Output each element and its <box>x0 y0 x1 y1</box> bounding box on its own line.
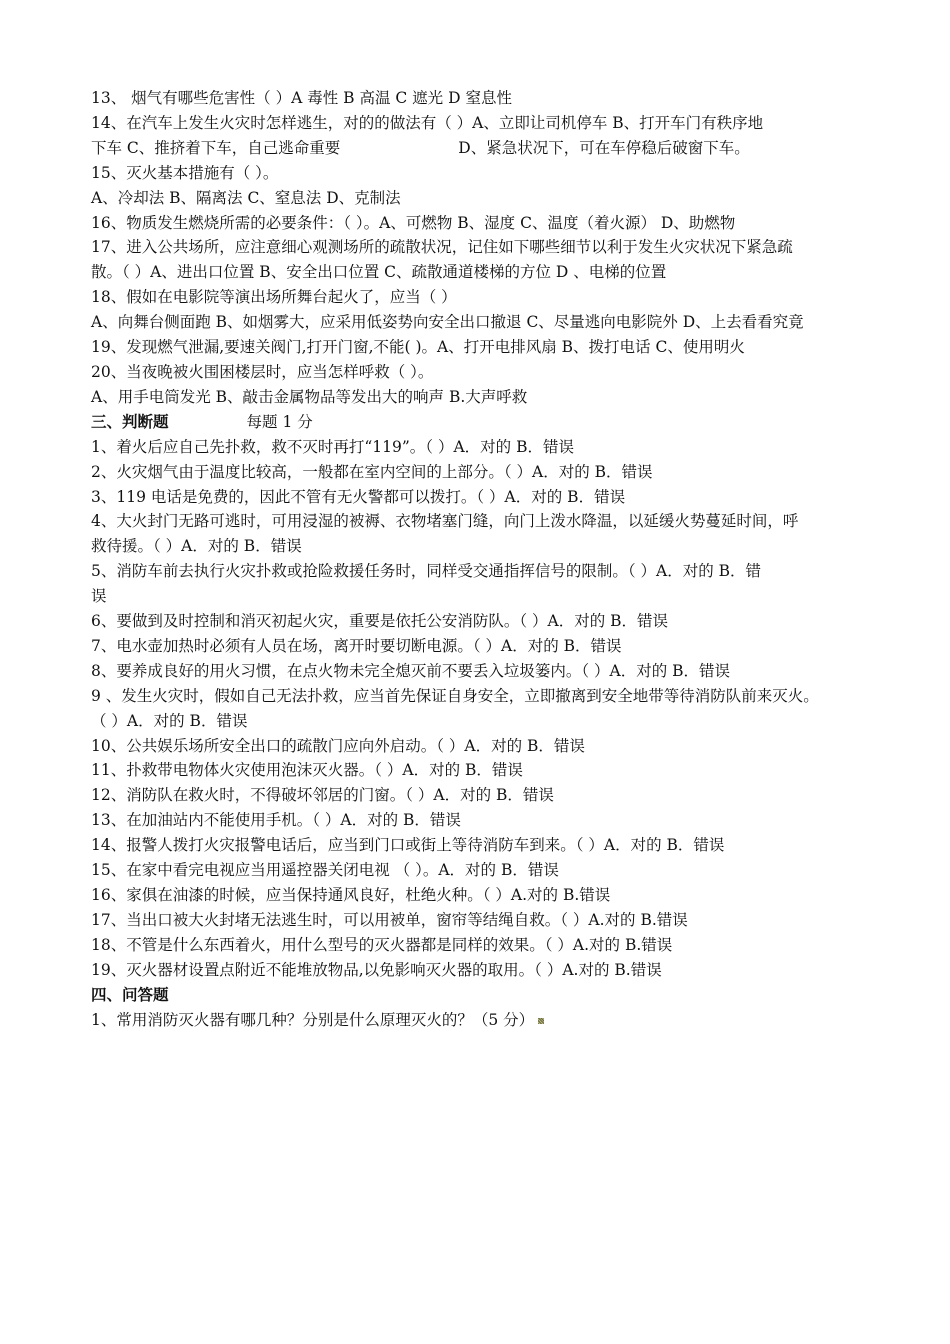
question-line: 15、在家中看完电视应当用遥控器关闭电视 （ ）。A．对的 B．错误 <box>91 861 559 880</box>
question-line: 19、发现燃气泄漏,要速关阀门,打开门窗,不能( )。A、打开电排风扇 B、拨打电话 C、使用明火 <box>91 338 745 357</box>
option-line: A、向舞台侧面跑 B、如烟雾大，应采用低姿势向安全出口撤退 C、尽量逃向电影院外 D、上去看看究竟 <box>91 313 804 332</box>
question-line: 17、进入公共场所，应注意细心观测场所的疏散状况，记住如下哪些细节以利于发生火灾状况下紧急疏 <box>91 238 793 257</box>
question-line: 6、要做到及时控制和消灭初起火灾，重要是依托公安消防队。（ ）A．对的 B．错误 <box>91 612 669 631</box>
question-line: 14、报警人拨打火灾报警电话后，应当到门口或街上等待消防车到来。（ ）A．对的 B．错误 <box>91 836 725 855</box>
question-line: 18、不管是什么东西着火，用什么型号的灭火器都是同样的效果。（ ）A.对的 B.错误 <box>91 935 673 954</box>
question-line <box>91 136 876 161</box>
section-heading <box>91 983 876 1008</box>
question-text: D、紧急状况下，可在车停稳后破窗下车。 <box>458 138 750 157</box>
question-line: 1、着火后应自己先扑救，救不灭时再打“119”。（ ）A．对的 B．错误 <box>91 437 574 456</box>
question-line: 误 <box>91 587 107 606</box>
section-title: 三、判断题 <box>91 411 169 431</box>
section-title: 四、问答题 <box>91 984 169 1004</box>
section-score: 每题 1 分 <box>246 412 313 431</box>
question-line: 散。（ ）A、进出口位置 B、安全出口位置 C、疏散通道楼梯的方位 D 、电梯的位置 <box>91 263 667 282</box>
question-line: 2、火灾烟气由于温度比较高，一般都在室内空间的上部分。（ ）A．对的 B．错误 <box>91 462 653 481</box>
question-line: 13、 烟气有哪些危害性（ ）A 毒性 B 高温 C 遮光 D 窒息性 <box>91 89 512 107</box>
text-cursor-mark-icon <box>538 1018 544 1024</box>
document-page <box>91 86 876 1032</box>
question-line: 9 、发生火灾时，假如自己无法扑救，应当首先保证自身安全，立即撤离到安全地带等待消防队前来灭火。 <box>91 686 819 705</box>
option-line: A、用手电筒发光 B、敲击金属物品等发出大的响声 B.大声呼救 <box>91 387 528 406</box>
question-line: 4、大火封门无路可逃时，可用浸湿的被褥、衣物堵塞门缝，向门上泼水降温，以延缓火势蔓延时间，呼 <box>91 512 799 531</box>
section-heading <box>91 410 876 435</box>
question-line: 12、消防队在救火时，不得破坏邻居的门窗。（ ）A．对的 B．错误 <box>91 786 554 805</box>
question-line: 14、在汽车上发生火灾时怎样逃生，对的的做法有（ ）A、立即让司机停车 B、打开车门有秩序地 <box>91 113 764 132</box>
question-line: 13、在加油站内不能使用手机。（ ）A．对的 B．错误 <box>91 811 461 830</box>
question-line: 19、灭火器材设置点附近不能堆放物品,以免影响灭火器的取用。（ ）A.对的 B.错误 <box>91 960 662 979</box>
question-line: 20、当夜晚被火围困楼层时，应当怎样呼救（ ）。 <box>91 362 434 381</box>
question-line: 15、灭火基本措施有（ ）。 <box>91 163 279 182</box>
question-line: 16、物质发生燃烧所需的必要条件：（ ）。A、可燃物 B、湿度 C、温度（着火源） D、助燃物 <box>91 213 736 232</box>
question-line: 5、消防车前去执行火灾扑救或抢险救援任务时，同样受交通指挥信号的限制。（ ）A．对的 B．错 <box>91 562 762 581</box>
question-line <box>91 1008 876 1033</box>
question-line: 7、电水壶加热时必须有人员在场，离开时要切断电源。（ ）A．对的 B．错误 <box>91 636 622 655</box>
question-text: 下车 C、推挤着下车，自己逃命重要 <box>91 138 341 157</box>
question-line: （ ）A．对的 B．错误 <box>91 711 248 730</box>
question-line: 18、假如在电影院等演出场所舞台起火了，应当（ ） <box>91 288 457 307</box>
question-line: 16、家俱在油漆的时候，应当保持通风良好，杜绝火种。（ ）A.对的 B.错误 <box>91 886 611 904</box>
question-line: 17、当出口被大火封堵无法逃生时，可以用被单，窗帘等结绳自救。（ ）A.对的 B.错误 <box>91 910 688 929</box>
question-line: 救待援。（ ）A．对的 B．错误 <box>91 537 302 556</box>
question-line: 11、扑救带电物体火灾使用泡沫灭火器。（ ）A．对的 B．错误 <box>91 761 523 780</box>
option-line: A、冷却法 B、隔离法 C、窒息法 D、克制法 <box>91 188 401 207</box>
question-line: 3、119 电话是免费的，因此不管有无火警都可以拨打。（ ）A．对的 B．错误 <box>91 487 626 506</box>
question-text: 1、常用消防灭火器有哪几种？分别是什么原理灭火的？（5 分） <box>91 1010 535 1029</box>
question-line: 10、公共娱乐场所安全出口的疏散门应向外启动。（ ）A．对的 B．错误 <box>91 736 585 755</box>
question-line: 8、要养成良好的用火习惯，在点火物未完全熄灭前不要丢入垃圾篓内。（ ）A．对的 B．错误 <box>91 661 731 680</box>
